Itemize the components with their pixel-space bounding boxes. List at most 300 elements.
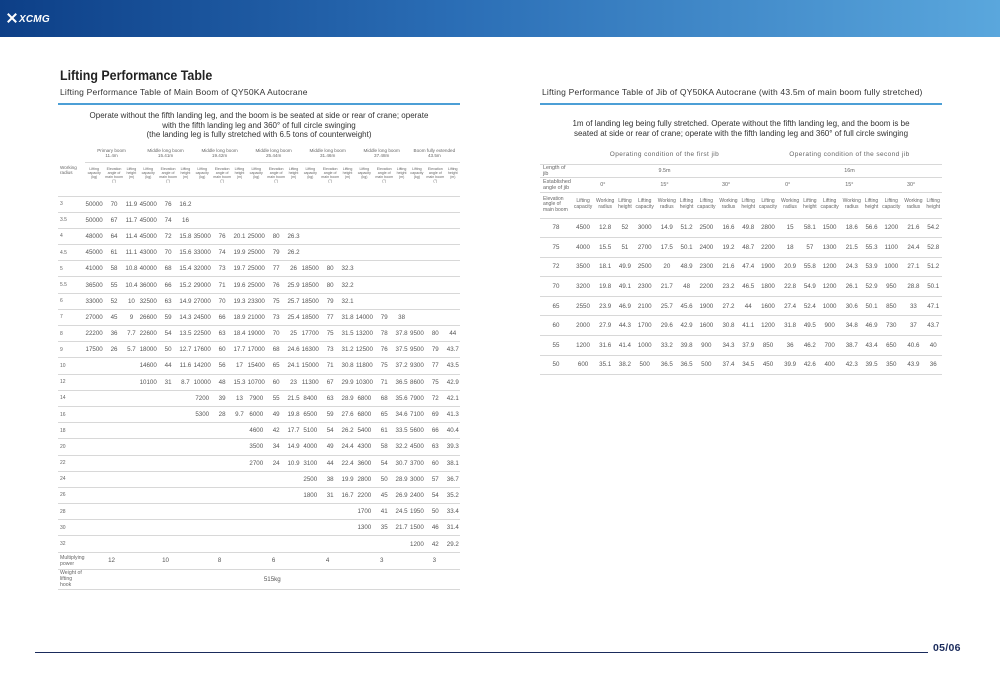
value-cell: 19.8 [594, 277, 616, 297]
value-cell: 25.9 [286, 277, 300, 293]
value-cell: 44 [446, 326, 460, 342]
value-cell: 18 [779, 238, 801, 258]
value-cell [425, 196, 445, 212]
hook-weight-row [58, 569, 460, 589]
value-cell: 15.2 [178, 277, 192, 293]
value-cell [320, 212, 340, 228]
value-cell [286, 487, 300, 503]
value-cell [85, 487, 104, 503]
value-cell: 73 [320, 342, 340, 358]
value-cell [409, 293, 425, 309]
elevation-cell: 60 [540, 316, 572, 336]
value-cell: 15000 [301, 358, 320, 374]
value-cell: 44 [158, 358, 178, 374]
value-cell: 31.2 [340, 342, 354, 358]
value-cell: 36500 [85, 277, 104, 293]
value-cell [158, 487, 178, 503]
value-cell: 34.3 [717, 336, 739, 356]
value-cell: 38 [394, 309, 408, 325]
value-cell: 41.3 [446, 406, 460, 422]
value-cell: 19.2 [717, 238, 739, 258]
value-cell: 33000 [193, 245, 212, 261]
hook-weight-value: 515kg [85, 569, 460, 589]
value-cell: 18500 [301, 277, 320, 293]
value-cell [286, 196, 300, 212]
value-cell [374, 261, 394, 277]
value-cell: 66 [425, 423, 445, 439]
radius-cell: 3.5 [58, 212, 85, 228]
value-cell [355, 261, 374, 277]
value-cell: 58.1 [801, 218, 818, 238]
value-cell: 24.6 [286, 342, 300, 358]
value-cell: 26 [286, 261, 300, 277]
value-cell: 9300 [409, 358, 425, 374]
value-cell: 37.5 [394, 342, 408, 358]
value-cell: 11800 [355, 358, 374, 374]
value-cell: 70 [104, 196, 124, 212]
value-cell [139, 390, 158, 406]
value-cell: 2700 [634, 238, 656, 258]
jib-sub-header: Working radius [594, 192, 616, 218]
value-cell [124, 439, 138, 455]
value-cell: 63 [158, 293, 178, 309]
value-cell: 51 [616, 238, 633, 258]
value-cell [409, 309, 425, 325]
value-cell [124, 423, 138, 439]
jib-length-row [540, 164, 942, 177]
value-cell: 14.9 [178, 293, 192, 309]
value-cell: 4000 [301, 439, 320, 455]
value-cell: 39.9 [779, 355, 801, 375]
value-cell: 70 [266, 326, 286, 342]
value-cell: 76 [374, 342, 394, 358]
value-cell [286, 471, 300, 487]
value-cell: 2200 [757, 238, 779, 258]
value-cell: 31.4 [446, 520, 460, 536]
value-cell: 7900 [247, 390, 266, 406]
note-line: with the fifth landing leg and 360° of full circle swinging [162, 120, 356, 130]
jib-sub-header: Lifting capacity [634, 192, 656, 218]
main-boom-note [58, 111, 460, 140]
jib-angle-value: 30° [695, 177, 757, 192]
value-cell [301, 212, 320, 228]
multiplying-power-cell: 4 [301, 552, 355, 569]
radius-cell: 4.5 [58, 245, 85, 261]
boom-header [355, 145, 409, 162]
value-cell [124, 487, 138, 503]
value-cell: 21.5 [841, 238, 863, 258]
value-cell [178, 504, 192, 520]
value-cell [212, 471, 232, 487]
value-cell: 40000 [139, 261, 158, 277]
value-cell: 22.8 [779, 277, 801, 297]
value-cell: 45000 [139, 212, 158, 228]
value-cell [178, 423, 192, 439]
value-cell [301, 228, 320, 244]
value-cell: 28.9 [340, 390, 354, 406]
value-cell: 18.6 [841, 218, 863, 238]
value-cell: 600 [572, 355, 594, 375]
value-cell [266, 471, 286, 487]
jib-sub-header: Lifting height [863, 192, 880, 218]
value-cell: 22200 [85, 326, 104, 342]
value-cell: 19.8 [286, 406, 300, 422]
capacity-header: Lifting capacity (kg) [409, 162, 425, 196]
value-cell [104, 423, 124, 439]
value-cell: 19.7 [232, 261, 246, 277]
value-cell: 42.9 [446, 374, 460, 390]
value-cell: 21.5 [286, 390, 300, 406]
value-cell: 43.9 [902, 355, 924, 375]
value-cell [394, 196, 408, 212]
value-cell: 70 [212, 293, 232, 309]
table-row [540, 277, 942, 297]
value-cell: 9500 [409, 342, 425, 358]
value-cell: 5.7 [124, 342, 138, 358]
jib-sub-header: Lifting capacity [572, 192, 594, 218]
value-cell: 54 [425, 487, 445, 503]
value-cell [425, 309, 445, 325]
multiplying-power-cell: 6 [247, 552, 301, 569]
value-cell [193, 471, 212, 487]
value-cell [85, 358, 104, 374]
boom-length: 25.44m [265, 153, 282, 159]
value-cell [193, 196, 212, 212]
value-cell: 49.5 [801, 316, 818, 336]
value-cell: 14200 [193, 358, 212, 374]
elevation-cell: 50 [540, 355, 572, 375]
value-cell [374, 212, 394, 228]
value-cell: 30.7 [394, 455, 408, 471]
value-cell: 37.2 [394, 358, 408, 374]
elevation-cell: 70 [540, 277, 572, 297]
value-cell: 48.7 [740, 238, 757, 258]
table-row [58, 487, 460, 503]
value-cell: 17.7 [286, 423, 300, 439]
value-cell: 66 [212, 309, 232, 325]
value-cell: 25000 [247, 277, 266, 293]
value-cell: 60 [212, 342, 232, 358]
height-header: Lifting height (m) [178, 162, 192, 196]
value-cell: 35000 [193, 228, 212, 244]
value-cell: 7900 [409, 390, 425, 406]
note-line: Operate without the fifth landing leg, and the boom is be seated at side or rear of crane; operate [89, 111, 429, 120]
value-cell: 14.9 [656, 218, 678, 238]
value-cell: 5600 [409, 423, 425, 439]
value-cell [139, 455, 158, 471]
value-cell: 10.9 [286, 455, 300, 471]
value-cell: 10 [124, 293, 138, 309]
value-cell [355, 245, 374, 261]
table-row [540, 336, 942, 356]
value-cell: 730 [880, 316, 902, 336]
divider [540, 103, 942, 105]
first-jib-condition: Operating condition of the first jib [572, 145, 757, 164]
main-boom-subtitle: Lifting Performance Table of Main Boom of QY50KA Autocrane [60, 87, 308, 97]
value-cell: 16.7 [340, 487, 354, 503]
value-cell: 2300 [695, 257, 717, 277]
value-cell: 850 [757, 336, 779, 356]
value-cell: 1600 [757, 296, 779, 316]
value-cell [124, 390, 138, 406]
value-cell [85, 504, 104, 520]
value-cell: 1200 [572, 336, 594, 356]
value-cell: 16.6 [717, 218, 739, 238]
value-cell [409, 228, 425, 244]
value-cell: 23.2 [717, 277, 739, 297]
value-cell: 50.1 [924, 277, 942, 297]
value-cell: 49.1 [616, 277, 633, 297]
value-cell: 10.4 [124, 277, 138, 293]
value-cell: 50000 [85, 212, 104, 228]
boom-header [85, 145, 139, 162]
value-cell: 650 [880, 336, 902, 356]
value-cell: 26600 [139, 309, 158, 325]
value-cell [301, 196, 320, 212]
page-title: Lifting Performance Table [60, 68, 213, 83]
value-cell [178, 487, 192, 503]
boom-header [301, 145, 355, 162]
header-bar [0, 0, 1000, 37]
value-cell [247, 212, 266, 228]
table-row [58, 504, 460, 520]
value-cell [124, 374, 138, 390]
value-cell: 22500 [193, 326, 212, 342]
value-cell [124, 406, 138, 422]
value-cell: 64 [104, 228, 124, 244]
sub-header-row [58, 162, 460, 196]
value-cell: 15.6 [178, 245, 192, 261]
value-cell [340, 245, 354, 261]
value-cell: 32.3 [340, 261, 354, 277]
capacity-header: Lifting capacity (kg) [85, 162, 104, 196]
value-cell: 16 [178, 212, 192, 228]
value-cell: 77 [266, 261, 286, 277]
value-cell [286, 520, 300, 536]
value-cell: 52 [616, 218, 633, 238]
multiplying-power-label: Multiplying power [58, 552, 85, 569]
value-cell: 16.2 [178, 196, 192, 212]
value-cell [85, 406, 104, 422]
table-row [540, 257, 942, 277]
value-cell: 25000 [247, 245, 266, 261]
value-cell: 17500 [85, 342, 104, 358]
value-cell: 1900 [695, 296, 717, 316]
divider [58, 103, 460, 105]
value-cell: 42.6 [801, 355, 818, 375]
value-cell [85, 390, 104, 406]
value-cell [374, 196, 394, 212]
value-cell: 4500 [572, 218, 594, 238]
value-cell [266, 487, 286, 503]
value-cell: 4500 [409, 439, 425, 455]
value-cell: 13200 [355, 326, 374, 342]
value-cell: 30.8 [717, 316, 739, 336]
value-cell: 45 [104, 309, 124, 325]
value-cell: 79 [320, 293, 340, 309]
value-cell: 31.6 [594, 336, 616, 356]
radius-cell: 26 [58, 487, 85, 503]
value-cell: 56.6 [863, 218, 880, 238]
value-cell: 69 [425, 406, 445, 422]
value-cell [232, 196, 246, 212]
jib-angle-value: 0° [757, 177, 819, 192]
value-cell: 50.1 [678, 238, 695, 258]
value-cell [193, 439, 212, 455]
value-cell: 34.5 [740, 355, 757, 375]
elevation-header: Elevation angle of main boom (°) [104, 162, 124, 196]
value-cell: 19.6 [232, 277, 246, 293]
value-cell: 2400 [695, 238, 717, 258]
value-cell: 3500 [247, 439, 266, 455]
value-cell: 19.9 [232, 245, 246, 261]
value-cell: 37.9 [740, 336, 757, 356]
value-cell: 15.3 [232, 374, 246, 390]
value-cell [340, 536, 354, 552]
boom-header [193, 145, 247, 162]
value-cell [340, 212, 354, 228]
value-cell [232, 423, 246, 439]
value-cell [394, 261, 408, 277]
value-cell: 18500 [301, 261, 320, 277]
value-cell: 80 [266, 228, 286, 244]
value-cell: 15.8 [178, 228, 192, 244]
value-cell [247, 504, 266, 520]
capacity-header: Lifting capacity (kg) [301, 162, 320, 196]
value-cell: 67 [104, 212, 124, 228]
boom-name: Primary boom [97, 148, 126, 154]
value-cell [394, 212, 408, 228]
value-cell [124, 520, 138, 536]
multiplying-power-cell: 10 [139, 552, 193, 569]
value-cell [266, 196, 286, 212]
value-cell [232, 455, 246, 471]
value-cell: 24.4 [902, 238, 924, 258]
value-cell [139, 520, 158, 536]
jib-length-label: Length of jib [540, 164, 572, 177]
value-cell: 26.3 [286, 228, 300, 244]
multiplying-power-cell: 12 [85, 552, 139, 569]
value-cell: 54.9 [801, 277, 818, 297]
value-cell: 5300 [193, 406, 212, 422]
value-cell: 9.7 [232, 406, 246, 422]
value-cell [232, 520, 246, 536]
value-cell: 55.8 [801, 257, 818, 277]
value-cell: 10000 [193, 374, 212, 390]
value-cell: 26.9 [394, 487, 408, 503]
value-cell: 18.9 [232, 309, 246, 325]
value-cell [124, 455, 138, 471]
value-cell: 42 [425, 536, 445, 552]
radius-cell: 28 [58, 504, 85, 520]
xcmg-logo [6, 13, 50, 25]
value-cell [124, 504, 138, 520]
value-cell: 23300 [247, 293, 266, 309]
value-cell: 33000 [85, 293, 104, 309]
radius-cell: 6 [58, 293, 85, 309]
value-cell [104, 520, 124, 536]
value-cell: 38.7 [841, 336, 863, 356]
value-cell: 13 [232, 390, 246, 406]
value-cell: 48000 [85, 228, 104, 244]
boom-name: Middle long boom [363, 148, 400, 154]
value-cell: 24.3 [841, 257, 863, 277]
value-cell: 75 [374, 358, 394, 374]
value-cell: 2800 [757, 218, 779, 238]
value-cell: 71 [320, 358, 340, 374]
value-cell [374, 277, 394, 293]
value-cell: 43.7 [446, 342, 460, 358]
value-cell: 46.5 [740, 277, 757, 297]
value-cell: 1100 [880, 238, 902, 258]
value-cell: 27.6 [340, 406, 354, 422]
value-cell: 63 [212, 326, 232, 342]
condition-row [540, 145, 942, 164]
value-cell: 51.2 [924, 257, 942, 277]
value-cell: 1600 [695, 316, 717, 336]
value-cell [355, 277, 374, 293]
value-cell: 9 [124, 309, 138, 325]
value-cell: 14.3 [178, 309, 192, 325]
value-cell: 49.9 [616, 257, 633, 277]
boom-length: 43.5m [427, 153, 441, 159]
value-cell: 2500 [695, 218, 717, 238]
value-cell: 1700 [634, 316, 656, 336]
value-cell: 350 [880, 355, 902, 375]
value-cell: 15.5 [594, 238, 616, 258]
boom-name: Middle long boom [309, 148, 346, 154]
value-cell: 3500 [572, 257, 594, 277]
value-cell [85, 439, 104, 455]
value-cell [374, 245, 394, 261]
value-cell: 18000 [139, 342, 158, 358]
value-cell: 35.2 [446, 487, 460, 503]
value-cell: 42.9 [678, 316, 695, 336]
boom-header-row [58, 145, 460, 162]
value-cell: 15400 [247, 358, 266, 374]
value-cell: 19.9 [340, 471, 354, 487]
value-cell: 27.9 [594, 316, 616, 336]
value-cell: 10300 [355, 374, 374, 390]
value-cell: 41 [374, 504, 394, 520]
value-cell: 7200 [193, 390, 212, 406]
table-row [58, 471, 460, 487]
value-cell: 34.6 [394, 406, 408, 422]
value-cell: 35 [374, 520, 394, 536]
value-cell: 36.7 [446, 471, 460, 487]
value-cell: 30.8 [340, 358, 354, 374]
radius-cell: 18 [58, 423, 85, 439]
value-cell [446, 261, 460, 277]
value-cell: 77 [320, 309, 340, 325]
value-cell: 17.7 [232, 342, 246, 358]
value-cell [104, 455, 124, 471]
value-cell [139, 423, 158, 439]
radius-cell: 8 [58, 326, 85, 342]
value-cell: 46.9 [616, 296, 633, 316]
value-cell: 2800 [355, 471, 374, 487]
value-cell: 54 [374, 455, 394, 471]
value-cell [286, 212, 300, 228]
radius-cell: 5 [58, 261, 85, 277]
value-cell [266, 520, 286, 536]
value-cell [178, 471, 192, 487]
jib-sub-header: Lifting height [616, 192, 633, 218]
multiplying-power-row [58, 552, 460, 569]
value-cell: 1000 [880, 257, 902, 277]
value-cell [286, 504, 300, 520]
value-cell [409, 261, 425, 277]
